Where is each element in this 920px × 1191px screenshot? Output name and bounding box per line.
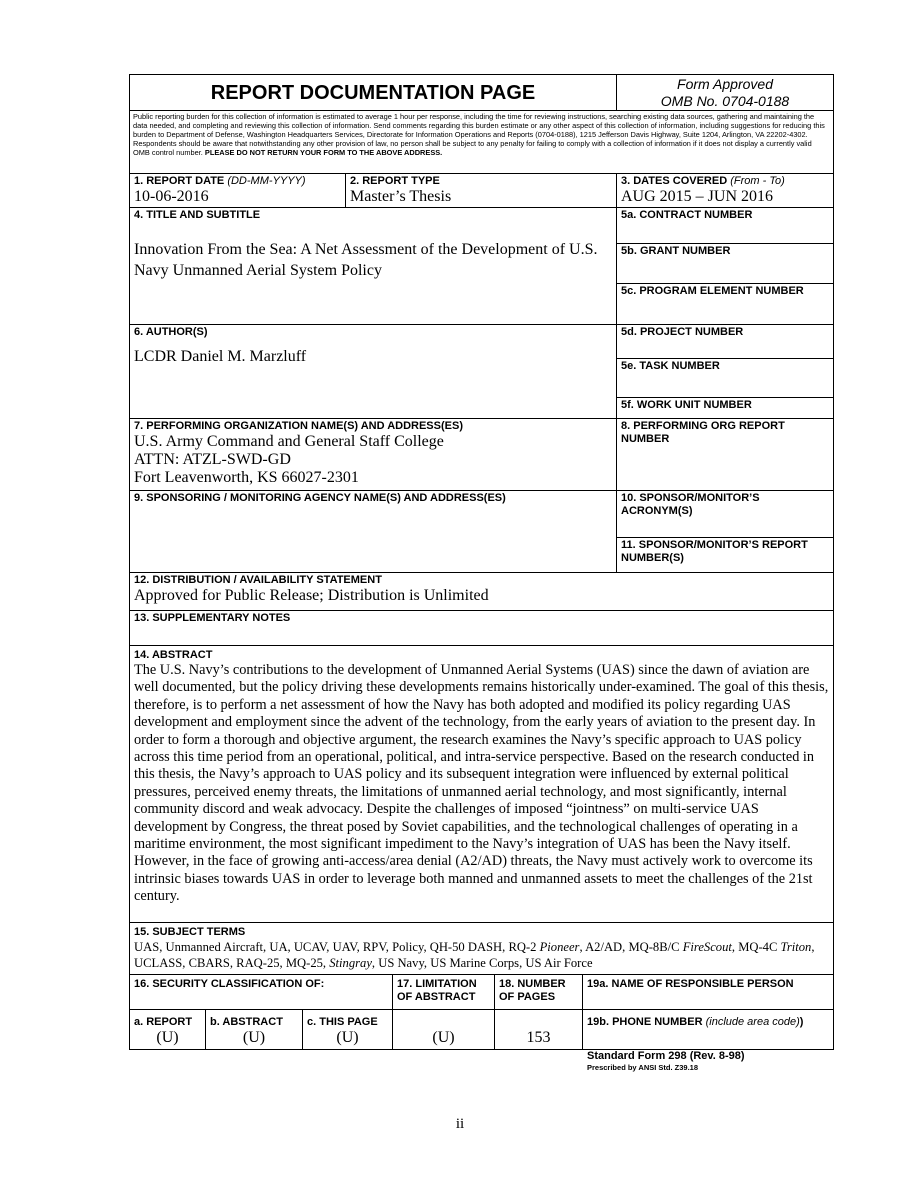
dates-covered-value: AUG 2015 – JUN 2016: [621, 188, 773, 205]
supplementary-row: [130, 611, 833, 646]
dates-row: [130, 174, 833, 208]
phone-number-hint: (include area code): [705, 1016, 800, 1028]
work-unit-label: 5f. WORK UNIT NUMBER: [621, 399, 752, 411]
burden-emphasis: PLEASE DO NOT RETURN YOUR FORM TO THE ABOVE ADDRESS.: [204, 148, 443, 157]
form-footer: [587, 1050, 745, 1073]
supplementary-cell: [130, 611, 833, 645]
pages-value: 153: [526, 1029, 551, 1046]
burden-statement-row: [130, 111, 833, 174]
subject-terms-part-4: , UCLASS, CBARS, RAQ-25, MQ-25,: [134, 940, 815, 970]
pages-cell: [495, 975, 583, 1009]
author-label: 6. AUTHOR(S): [134, 326, 208, 338]
form-header: [130, 75, 833, 111]
report-type-label: 2. REPORT TYPE: [350, 175, 440, 187]
dates-covered-cell: [617, 174, 833, 207]
performing-org-line-1: U.S. Army Command and General Staff College: [134, 433, 444, 450]
limitation-value-cell: [393, 1010, 495, 1049]
report-class-cell: [130, 1010, 206, 1049]
program-element-label: 5c. PROGRAM ELEMENT NUMBER: [621, 285, 804, 297]
subject-term-pioneer: Pioneer: [539, 940, 580, 954]
subject-terms-part-5: , US Navy, US Marine Corps, US Air Force: [371, 956, 593, 970]
author-row: [130, 325, 833, 419]
report-date-value: 10-06-2016: [134, 188, 209, 205]
author-value: LCDR Daniel M. Marzluff: [134, 348, 307, 365]
report-class-value: (U): [156, 1029, 179, 1046]
contract-stack: [617, 208, 833, 324]
performing-report-label: 8. PERFORMING ORG REPORT NUMBER: [621, 420, 785, 445]
performing-org-label: 7. PERFORMING ORGANIZATION NAME(S) AND ADDRESS(ES): [134, 420, 463, 432]
abstract-class-label: b. ABSTRACT: [210, 1016, 283, 1028]
classification-values-row: [130, 1010, 833, 1049]
security-classification-label: 16. SECURITY CLASSIFICATION OF:: [134, 978, 325, 990]
subject-term-triton: Triton: [780, 940, 812, 954]
dates-covered-hint: (From - To): [730, 175, 785, 187]
phone-number-label: 19b. PHONE NUMBER: [587, 1016, 703, 1028]
form-title: REPORT DOCUMENTATION PAGE: [210, 82, 536, 104]
omb-approval-cell: [617, 75, 833, 110]
distribution-cell: [130, 573, 833, 610]
task-number-label: 5e. TASK NUMBER: [617, 359, 833, 398]
page-number: ii: [455, 1116, 465, 1132]
title-value: Innovation From the Sea: A Net Assessment of the Development of U.S. Navy Unmanned Aerial System Policy: [134, 241, 598, 279]
report-date-label: 1. REPORT DATE: [134, 175, 225, 187]
subject-terms-text: [134, 939, 829, 971]
form-approved-text: Form Approved: [677, 76, 773, 92]
abstract-row: [130, 646, 833, 923]
abstract-class-cell: [206, 1010, 303, 1049]
title-cell: [130, 208, 617, 324]
sponsor-report-label: 11. SPONSOR/MONITOR’S REPORT NUMBER(S): [621, 539, 808, 564]
author-cell: [130, 325, 617, 418]
standard-form-text: Standard Form 298 (Rev. 8-98): [587, 1050, 745, 1062]
report-documentation-form: [129, 74, 834, 1050]
page-class-label: c. THIS PAGE: [307, 1016, 378, 1028]
sponsor-label: 9. SPONSORING / MONITORING AGENCY NAME(S) AND ADDRESS(ES): [134, 492, 506, 504]
performing-org-line-2: ATTN: ATZL-SWD-GD: [134, 451, 291, 468]
abstract-class-value: (U): [242, 1029, 266, 1046]
burden-statement: [130, 111, 833, 173]
performing-org-line-3: Fort Leavenworth, KS 66027-2301: [134, 469, 359, 486]
sponsor-stack: [617, 491, 833, 572]
grant-number-label: 5b. GRANT NUMBER: [617, 244, 833, 284]
page-class-cell: [303, 1010, 393, 1049]
responsible-person-cell: [583, 975, 833, 1009]
distribution-value: Approved for Public Release; Distribution is Unlimited: [134, 587, 489, 604]
title-row: [130, 208, 833, 325]
abstract-cell: [130, 646, 833, 922]
burden-text: Public reporting burden for this collection of information is estimated to average 1 hour per response, including the time for reviewing instructions, searching existing data sources, gathering and maintaining the data needed, and completing and reviewing this collection of information. Send comments regarding this burden estimate or any other aspect of this collection of information, including suggestions for reducing this burden to Department of Defense, Washington Headquarters Services, Directorate for Information Operations and Reports (0704-0188), 1215 Jefferson Davis Highway, Suite 1204, Arlington, VA 22202-4302. Respondents should be aware that notwithstanding any other provision of law, no person shall be subject to any penalty for failing to comply with a collection of information if it does not display a currently valid OMB control number.: [133, 112, 825, 157]
pages-value-cell: [495, 1010, 583, 1049]
project-stack: [617, 325, 833, 418]
subject-term-firescout: FireScout: [682, 940, 732, 954]
performing-report-cell: [617, 419, 833, 490]
security-classification-cell: [130, 975, 393, 1009]
contract-number-label: 5a. CONTRACT NUMBER: [617, 208, 833, 244]
abstract-label: 14. ABSTRACT: [134, 649, 213, 661]
form-title-cell: [130, 75, 617, 110]
report-type-cell: [346, 174, 617, 207]
pages-label: 18. NUMBER OF PAGES: [499, 978, 566, 1003]
sponsor-cell: [130, 491, 617, 572]
subject-terms-label: 15. SUBJECT TERMS: [134, 926, 246, 938]
report-class-label: a. REPORT: [134, 1016, 193, 1028]
performing-org-cell: [130, 419, 617, 490]
project-number-label: 5d. PROJECT NUMBER: [617, 325, 833, 359]
page-class-value: (U): [336, 1029, 359, 1046]
distribution-label: 12. DISTRIBUTION / AVAILABILITY STATEMENT: [134, 574, 382, 586]
subject-terms-row: [130, 923, 833, 975]
omb-number: OMB No. 0704-0188: [660, 93, 790, 109]
responsible-person-label: 19a. NAME OF RESPONSIBLE PERSON: [587, 978, 794, 990]
limitation-label: 17. LIMITATION OF ABSTRACT: [397, 978, 477, 1003]
limitation-value: (U): [432, 1029, 455, 1046]
dates-covered-label: 3. DATES COVERED: [621, 175, 728, 187]
subject-terms-part-3: , MQ-4C: [731, 940, 781, 954]
subject-terms-part-2: , A2/AD, MQ-8B/C: [579, 940, 683, 954]
abstract-text: The U.S. Navy’s contributions to the development of Unmanned Aerial Systems (UAS) since the dawn of aviation are well documented, but the policy driving these developments remains historically under-examined. The goal of this thesis, therefore, is to perform a net assessment of how the Navy has both adopted and modified its policy regarding UAS development and employment since the advent of the technology, from the early years of aviation to the present day. In order to form a thorough and objective argument, the research examines the Navy’s specific approach to UAS policy across this time period from an operational, political, and intra-service perspective. Based on the research conducted in this thesis, the Navy’s approach to UAS policy and its subsequent integration were influenced by external political pressures, perceived enemy threats, the limitations of unmanned aerial technology, and most significantly, internal community discord and weak advocacy. Despite the challenges of imposed “jointness” on multi-service UAS development by Congress, the threat posed by Soviet capabilities, and the technological challenges of operating in a maritime environment, the most significant impediment to the Navy’s integration of UAS has been the Navy itself. However, in the face of growing anti-access/area denial (A2/AD) threats, the Navy must actively work to overcome its intrinsic biases towards UAS in order to leverage both manned and unmanned assets to meet the challenges of the 21st century.: [134, 662, 829, 905]
prescribed-text: Prescribed by ANSI Std. Z39.18: [587, 1063, 699, 1072]
subject-terms-part-1: UAS, Unmanned Aircraft, UA, UCAV, UAV, RPV, Policy, QH-50 DASH, RQ-2: [134, 940, 540, 954]
report-type-value: Master’s Thesis: [350, 188, 452, 205]
subject-terms-cell: [130, 923, 833, 974]
sponsor-acronym-label: 10. SPONSOR/MONITOR’S ACRONYM(S): [617, 491, 833, 538]
phone-number-cell: 19b. PHONE NUMBER (include area code)): [587, 1016, 804, 1028]
report-date-hint: (DD-MM-YYYY): [227, 175, 306, 187]
performing-org-row: [130, 419, 833, 491]
subject-term-stingray: Stingray: [329, 956, 372, 970]
report-date-cell: [130, 174, 346, 207]
supplementary-label: 13. SUPPLEMENTARY NOTES: [134, 612, 291, 624]
limitation-cell: [393, 975, 495, 1009]
distribution-row: [130, 573, 833, 611]
title-label: 4. TITLE AND SUBTITLE: [134, 209, 261, 221]
sponsor-row: [130, 491, 833, 573]
classification-header-row: [130, 975, 833, 1010]
